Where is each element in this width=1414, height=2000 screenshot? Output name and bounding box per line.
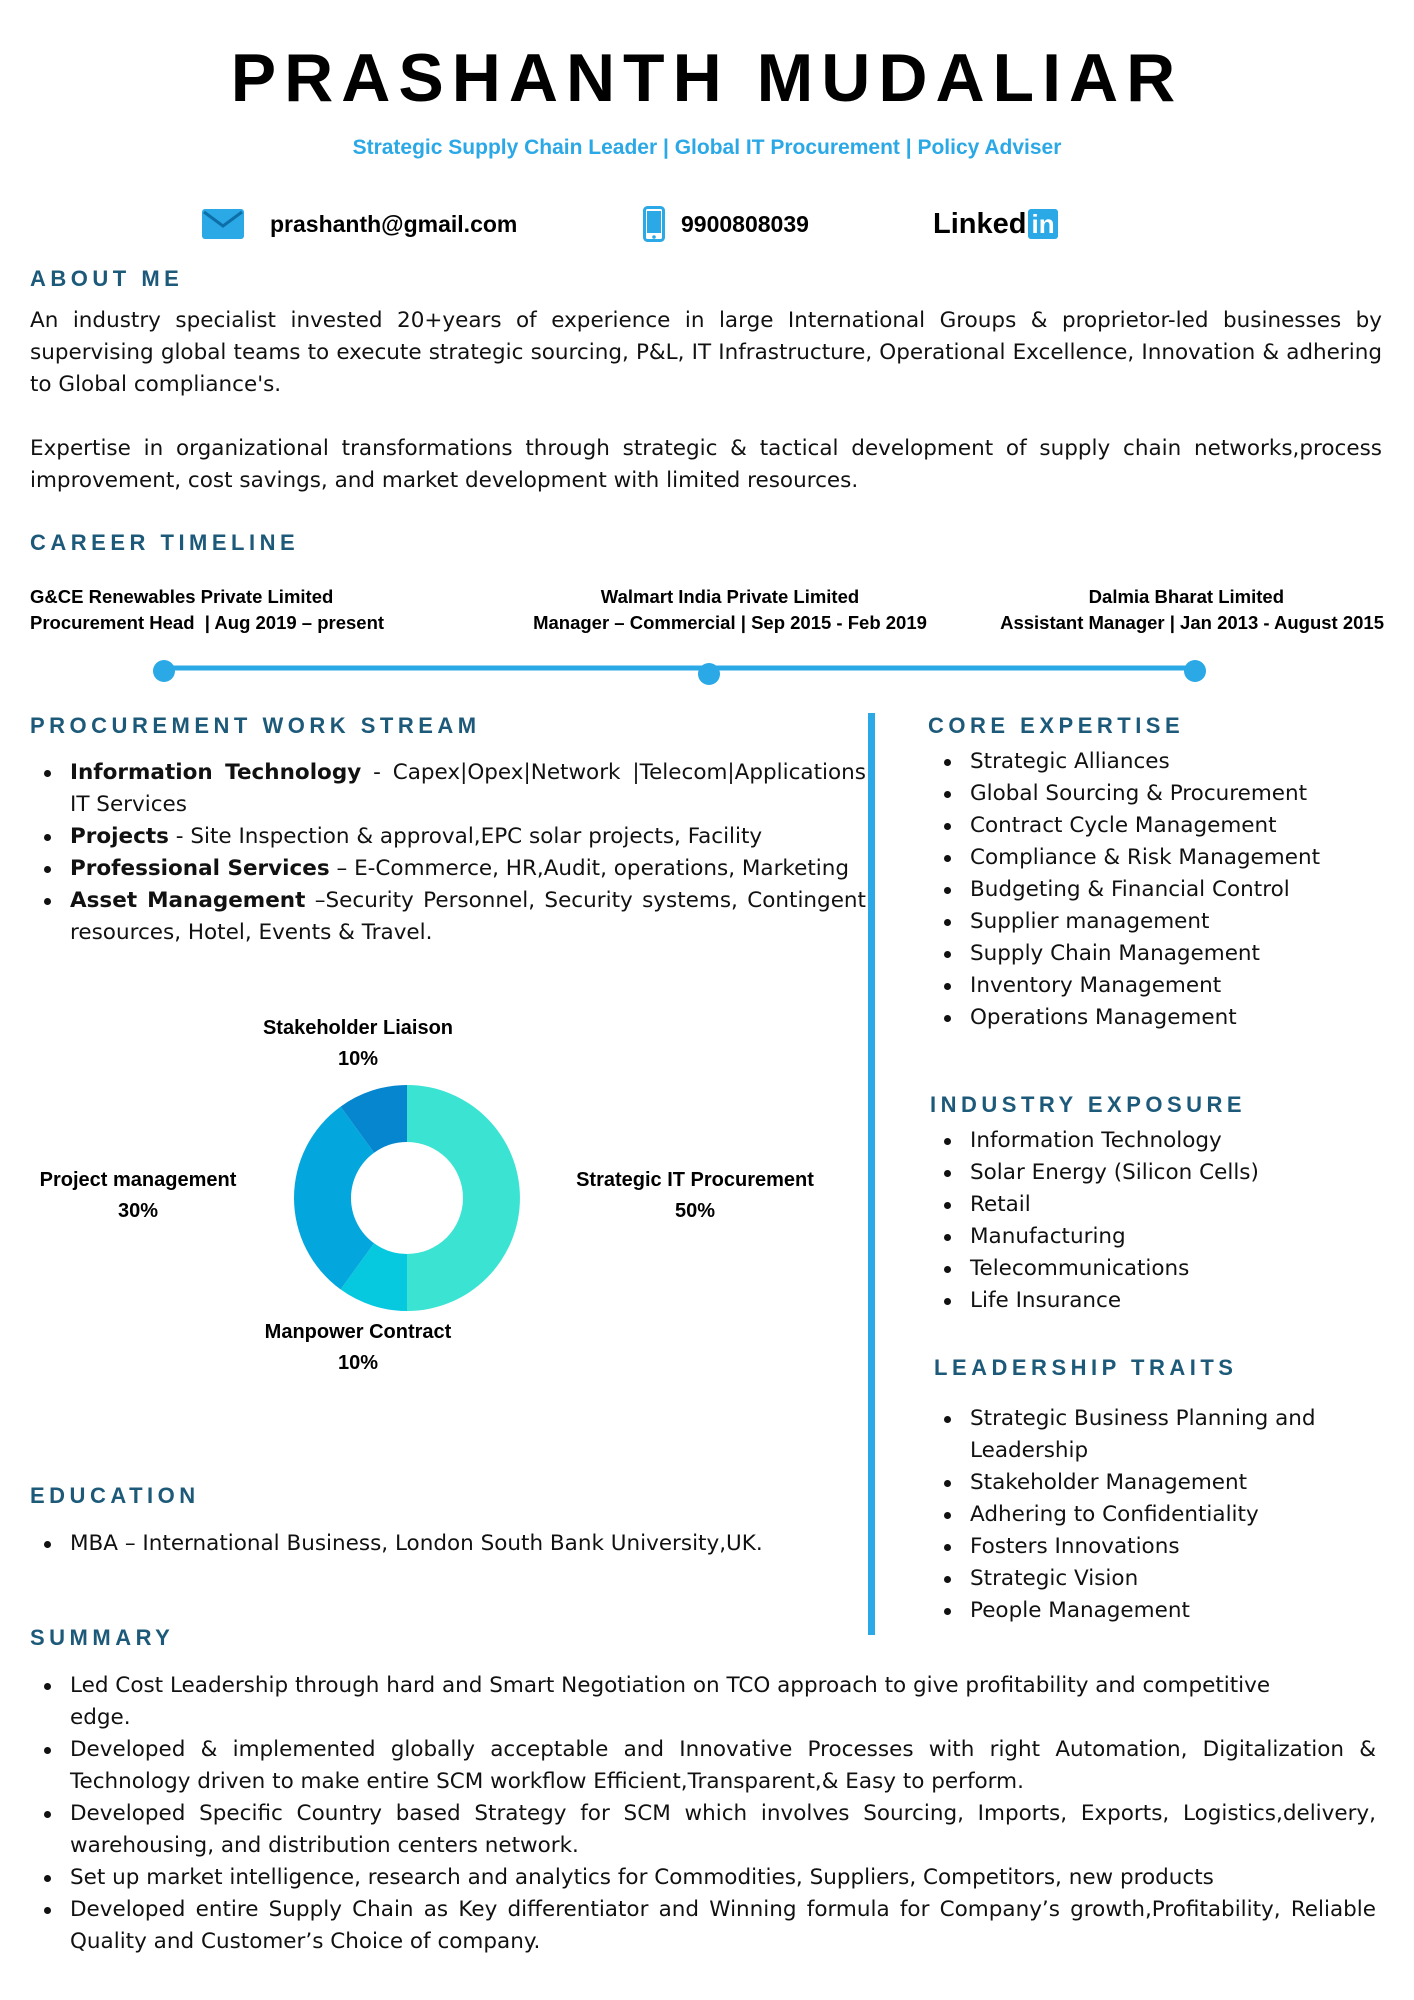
list-item: People Management [930,1595,1360,1627]
list-item: Global Sourcing & Procurement [930,778,1380,810]
pie-label-strategic [560,1165,830,1227]
list-item: Compliance & Risk Management [930,842,1380,874]
list-item: Developed & implemented globally acceptable and Innovative Processes with right Automation, Digitalization & Technology driven to make entire SCM workflow Efficient,Transparent,& Easy to perform. [30,1734,1376,1798]
list-item: Developed entire Supply Chain as Key differentiator and Winning formula for Company’s growth,Profitability, Reliable Quality and Customer’s Choice of company. [30,1894,1376,1958]
list-item: Information Technology [930,1125,1380,1157]
core-expertise-list [930,746,1380,1034]
summary-list [30,1670,1376,1958]
email-icon [202,209,244,239]
pie-slice-value: 10% [337,1352,379,1374]
section-title-workstream: PROCUREMENT WORK STREAM [30,713,481,738]
list-item: Strategic Vision [930,1563,1360,1595]
list-item: Strategic Alliances [930,746,1380,778]
list-item: Supply Chain Management [930,938,1380,970]
section-title-core: CORE EXPERTISE [928,713,1185,738]
list-item: Contract Cycle Management [930,810,1380,842]
timeline-company: Walmart India Private Limited [600,586,860,607]
list-item: Information Technology - Capex|Opex|Network |Telecom|Applications IT Services [30,757,866,821]
work-distribution-donut-chart [292,1083,522,1313]
list-item: Budgeting & Financial Control [930,874,1380,906]
timeline-node-3 [1184,660,1206,682]
phone-text[interactable]: 9900808039 [681,210,809,237]
timeline-node-1 [153,660,175,682]
leadership-list [930,1403,1360,1627]
list-item: MBA – International Business, London South Bank University,UK. [30,1528,866,1560]
list-item: Inventory Management [930,970,1380,1002]
list-item: Operations Management [930,1002,1380,1034]
donut-slice-strategic-it-procurement [407,1085,520,1311]
list-item: Manufacturing [930,1221,1380,1253]
pie-label-manpower [230,1317,486,1379]
section-title-education: EDUCATION [30,1483,200,1508]
timeline-role: Assistant Manager | Jan 2013 - August 2015 [1000,612,1384,633]
about-paragraph-1: An industry specialist invested 20+years of experience in large International Groups & proprietor-led businesses by supervising global teams to execute strategic sourcing, P&L, IT Infrastructure, Operational Excellence, Innovation & adhering to Global compliance's. [30,308,1382,397]
list-item: Life Insurance [930,1285,1380,1317]
pie-slice-label: Project management [39,1169,237,1191]
about-paragraph-2: Expertise in organizational transformations through strategic & tactical development of supply chain networks,process improvement, cost savings, and market development with limited resources. [30,436,1382,493]
contact-email[interactable] [202,204,517,244]
section-title-timeline: CAREER TIMELINE [30,530,300,555]
industry-list [930,1125,1380,1317]
phone-icon [643,206,665,242]
list-item: Led Cost Leadership through hard and Smart Negotiation on TCO approach to give profitability and competitive edge. [30,1670,1376,1734]
linkedin-logo[interactable] [933,204,1058,244]
list-item: Telecommunications [930,1253,1380,1285]
list-item: Supplier management [930,906,1380,938]
section-title-about: ABOUT ME [30,266,184,291]
pie-slice-value: 10% [337,1048,379,1070]
timeline-role: Procurement Head | Aug 2019 – present [30,612,385,633]
contact-phone[interactable] [643,204,809,244]
list-item: Professional Services – E-Commerce, HR,Audit, operations, Marketing [30,853,866,885]
list-item: Solar Energy (Silicon Cells) [930,1157,1380,1189]
list-item: Set up market intelligence, research and analytics for Commodities, Suppliers, Competitors, new products [30,1862,1376,1894]
list-item: Stakeholder Management [930,1467,1360,1499]
timeline-entry-3 [924,584,1384,636]
list-item: Projects - Site Inspection & approval,EPC solar projects, Facility [30,821,866,853]
timeline-entry-2 [500,584,960,636]
pie-slice-value: 50% [674,1200,716,1222]
section-title-summary: SUMMARY [30,1625,175,1650]
list-item: Retail [930,1189,1380,1221]
tagline: Strategic Supply Chain Leader | Global IT Procurement | Policy Adviser [352,136,1062,159]
pie-label-project [30,1165,246,1227]
pie-slice-value: 30% [117,1200,159,1222]
workstream-list [30,757,866,949]
candidate-name: PRASHANTH MUDALIAR [230,40,1184,116]
list-item: Developed Specific Country based Strategy for SCM which involves Sourcing, Imports, Exports, Logistics,delivery, warehousing, and distribution centers network. [30,1798,1376,1862]
list-item: Asset Management –Security Personnel, Security systems, Contingent resources, Hotel, Events & Travel. [30,885,866,949]
pie-label-stakeholder [230,1013,486,1075]
timeline-company: Dalmia Bharat Limited [1088,586,1284,607]
timeline-entry-1 [30,584,384,636]
timeline-line [140,655,1220,685]
pie-slice-label: Manpower Contract [264,1321,452,1343]
linkedin-in-badge: in [1028,209,1057,239]
section-title-leadership: LEADERSHIP TRAITS [934,1355,1238,1380]
education-list [30,1528,866,1560]
list-item: Fosters Innovations [930,1531,1360,1563]
timeline-company: G&CE Renewables Private Limited [30,586,334,607]
list-item: Adhering to Confidentiality [930,1499,1360,1531]
column-divider [868,713,875,1635]
pie-slice-label: Stakeholder Liaison [262,1017,454,1039]
timeline-node-2 [698,663,720,685]
pie-slice-label: Strategic IT Procurement [576,1169,814,1191]
timeline-role: Manager – Commercial | Sep 2015 - Feb 2019 [533,612,927,633]
list-item: Strategic Business Planning and Leadership [930,1403,1360,1467]
email-text[interactable]: prashanth@gmail.com [270,210,518,237]
linkedin-wordmark: Linked [933,207,1027,240]
section-title-industry: INDUSTRY EXPOSURE [930,1092,1247,1117]
